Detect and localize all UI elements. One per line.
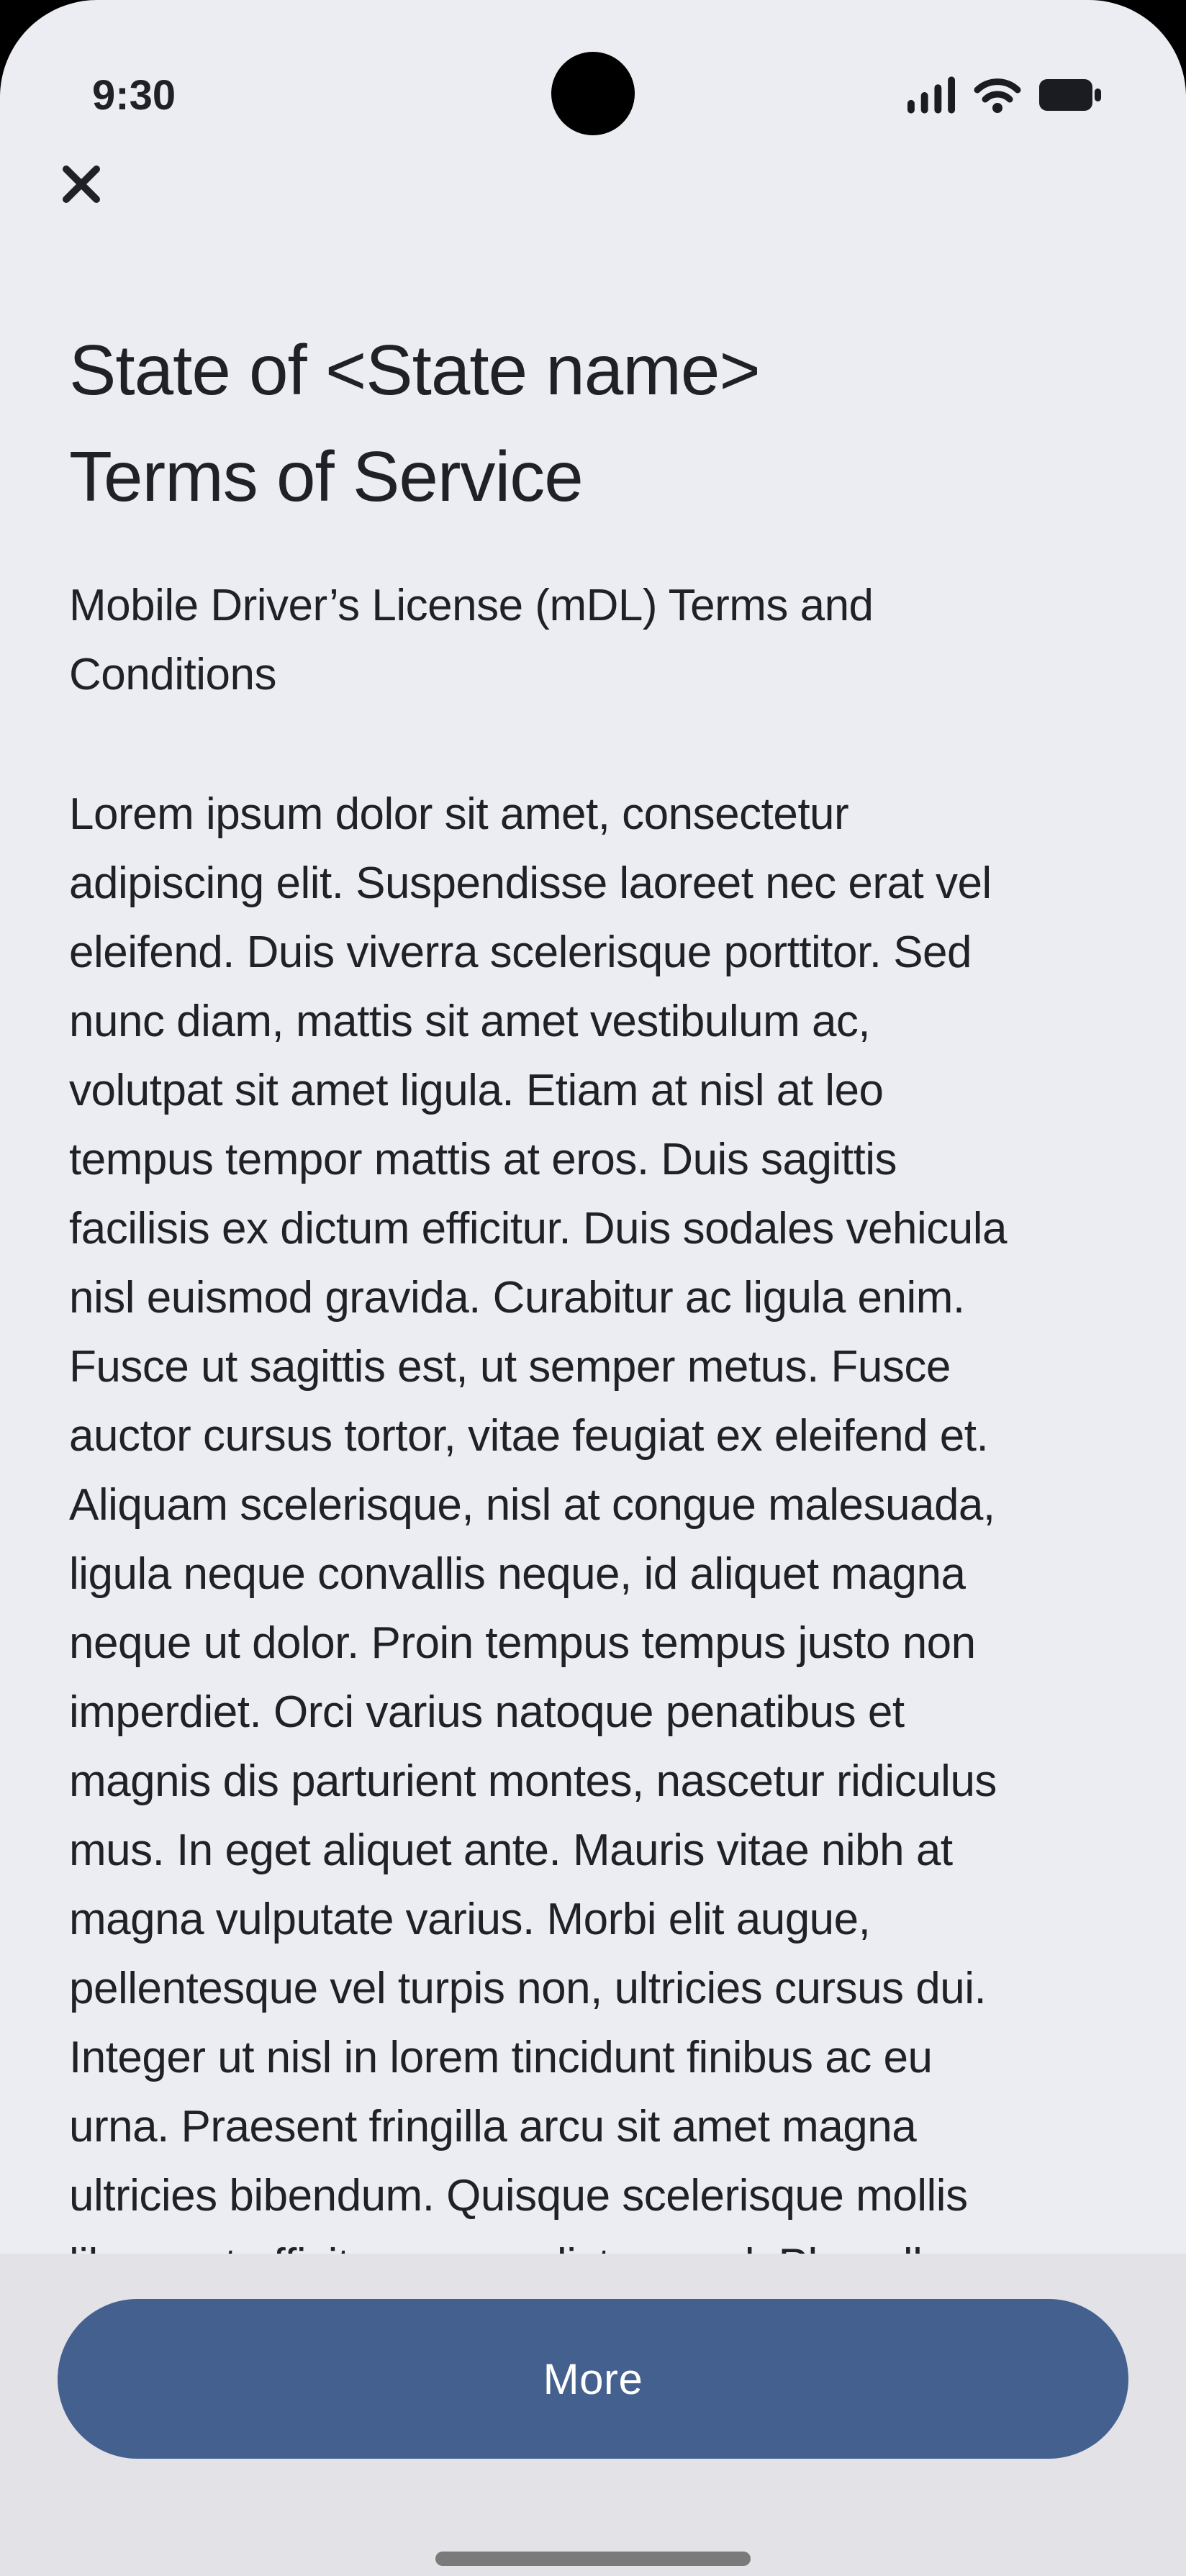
page-subtitle <box>69 571 1121 709</box>
terms-body-line: volutpat sit amet ligula. Etiam at nisl at leo <box>69 1066 884 1115</box>
terms-body-line: auctor cursus tortor, vitae feugiat ex eleifend et. <box>69 1411 989 1461</box>
page-subtitle-line: Conditions <box>69 650 276 699</box>
terms-body-line: neque ut dolor. Proin tempus tempus justo non <box>69 1618 976 1668</box>
terms-body-line: nunc diam, mattis sit amet vestibulum ac, <box>69 997 871 1046</box>
terms-body-line: ultricies bibendum. Quisque scelerisque mollis <box>69 2171 968 2221</box>
terms-body-line: urna. Praesent fringilla arcu sit amet magna <box>69 2102 917 2151</box>
more-button-label: More <box>543 2354 643 2403</box>
terms-body-line: magnis dis parturient montes, nascetur ridiculus <box>69 1756 997 1806</box>
terms-body-line: tempus tempor mattis at eros. Duis sagittis <box>69 1135 897 1184</box>
terms-body-line: imperdiet. Orci varius natoque penatibus et <box>69 1687 905 1737</box>
bottom-bar <box>0 2254 1186 2576</box>
terms-body-line: mus. In eget aliquet ante. Mauris vitae nibh at <box>69 1826 953 1875</box>
terms-body-line: magna vulputate varius. Morbi elit augue, <box>69 1895 871 1944</box>
page-subtitle-line: Mobile Driver’s License (mDL) Terms and <box>69 581 874 630</box>
page-title-line: Terms of Service <box>69 437 583 516</box>
page-title <box>69 317 1121 530</box>
terms-body-text <box>69 780 1186 2300</box>
terms-body-line: Lorem ipsum dolor sit amet, consectetur <box>69 789 849 839</box>
terms-body-line: Integer ut nisl in lorem tincidunt finibus ac eu <box>69 2033 933 2082</box>
more-button[interactable] <box>58 2299 1128 2459</box>
page-title-line: State of <State name> <box>69 330 760 409</box>
terms-body-line: Aliquam scelerisque, nisl at congue malesuada, <box>69 1480 995 1530</box>
terms-body-line: ligula neque convallis neque, id aliquet magna <box>69 1549 966 1599</box>
terms-body-line: eleifend. Duis viverra scelerisque porttitor. Sed <box>69 928 972 977</box>
terms-body-line: pellentesque vel turpis non, ultricies cursus dui. <box>69 1964 987 2013</box>
terms-body-line: nisl euismod gravida. Curabitur ac ligula enim. <box>69 1273 965 1323</box>
status-time: 9:30 <box>92 72 176 119</box>
terms-body-line: facilisis ex dictum efficitur. Duis sodales vehicula <box>69 1204 1007 1253</box>
terms-body-line: Fusce ut sagittis est, ut semper metus. Fusce <box>69 1342 951 1392</box>
terms-body-line: adipiscing elit. Suspendisse laoreet nec erat vel <box>69 858 992 908</box>
home-indicator-handle[interactable] <box>435 2552 751 2566</box>
